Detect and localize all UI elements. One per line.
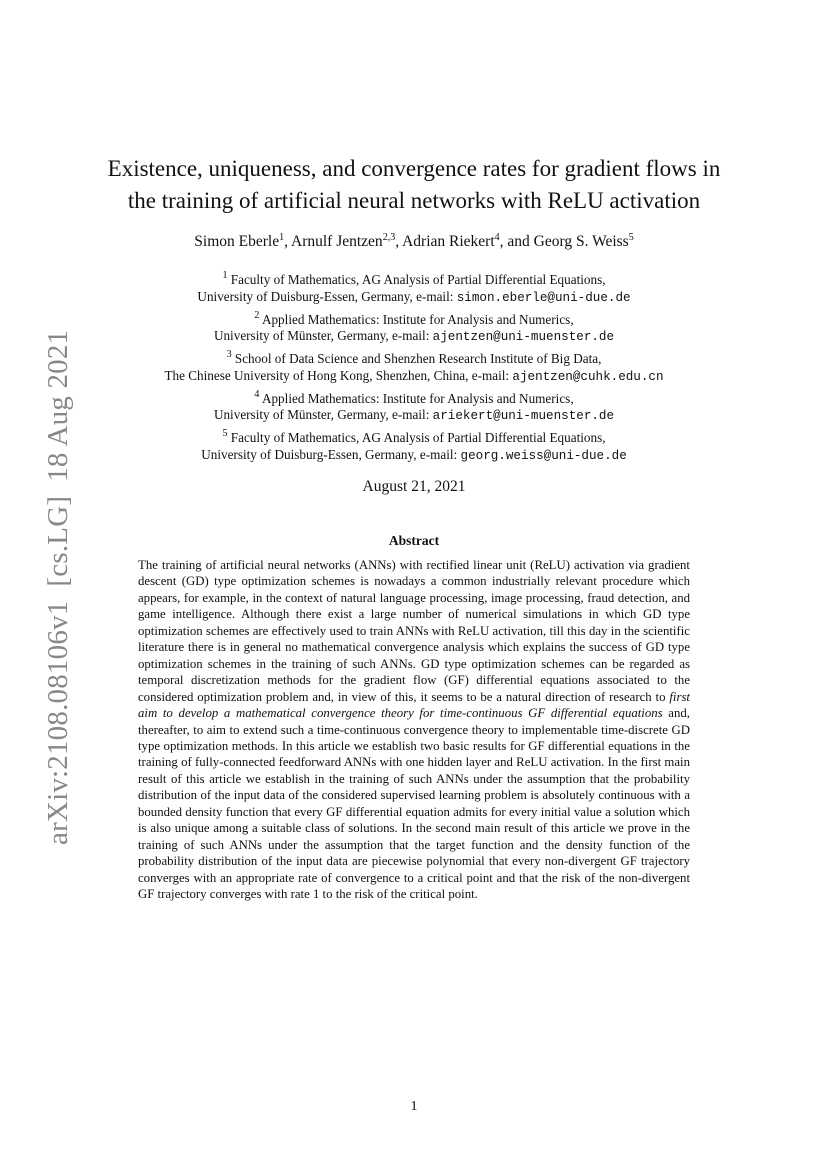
arxiv-date: 18 Aug 2021 xyxy=(42,329,74,482)
title-line-1: Existence, uniqueness, and convergence rates for gradient flows in xyxy=(107,156,721,181)
abstract-body: The training of artificial neural networks (ANNs) with rectified linear unit (ReLU) activation via gradient descent (GD) type optimization schemes is nowadays a common industrially relevant procedure which appears, for example, in the context of natural language processing, image processing, fraud detection, and game intelligence. Although there exist a large number of numerical simulations in which GD type optimization schemes are effectively used to train ANNs with ReLU activation, till this day in the scientific literature there is in general no mathematical convergence analysis which explains the success of GD type optimization schemes in the training of such ANNs. GD type optimization schemes can be regarded as temporal discretization methods for the gradient flow (GF) differential equations associated to the considered optimization problem and, in view of this, it seems to be a natural direction of research to first aim to develop a mathematical convergence theory for time-continuous GF differential equations and, thereafter, to aim to extend such a time-continuous convergence theory to implementable time-discrete GD type optimization methods. In this article we establish two basic results for GF differential equations in the training of fully-connected feedforward ANNs with one hidden layer and ReLU activation. In the first main result of this article we establish in the training of such ANNs under the assumption that the probability distribution of the input data of the considered supervised learning problem is absolutely continuous with a bounded density function that every GF differential equation admits for every initial value a solution which is also unique among a suitable class of solutions. In the second main result of this article we prove in the training of such ANNs under the assumption that the target function and the density function of the probability distribution of the input data are piecewise polynomial that every non-divergent GF trajectory converges with an appropriate rate of convergence to a critical point and that the risk of the non-divergent GF trajectory converges with rate 1 to the risk of the critical point. xyxy=(138,558,690,902)
email-link[interactable]: ajentzen@uni-muenster.de xyxy=(432,330,615,344)
author-list xyxy=(80,233,748,251)
email-link[interactable]: simon.eberle@uni-due.de xyxy=(456,290,631,305)
email-link[interactable]: georg.weiss@uni-due.de xyxy=(460,448,627,463)
arxiv-id: arXiv:2108.08106v1 xyxy=(42,600,74,845)
author: Arnulf Jentzen$^{2,3}$, xyxy=(291,232,403,250)
email-link[interactable]: ajentzen@cuhk.edu.cn xyxy=(512,369,664,384)
arxiv-stamp xyxy=(42,329,75,845)
author: Adrian Riekert$^4$, and xyxy=(402,232,534,250)
page-number: 1 xyxy=(410,1099,418,1114)
affiliation-list xyxy=(90,272,738,470)
paper-date: August 21, 2021 xyxy=(362,478,466,495)
affiliation: $^2$ Applied Mathematics: Institute for Analysis and Numerics, University of Münster, Germany, e-mail: ajentzen@uni-muenster.de xyxy=(213,309,615,344)
affiliation: $^3$ School of Data Science and Shenzhen Research Institute of Big Data, The Chinese University of Hong Kong, Shenzhen, China, e-mail: ajentzen@cuhk.edu.cn xyxy=(164,349,664,384)
abstract-emphasis: first aim to develop a mathematical convergence theory for time-continuous GF differential equations xyxy=(138,689,690,721)
title-line-2: the training of artificial neural networks with ReLU activation xyxy=(127,188,701,213)
affiliation: $^4$ Applied Mathematics: Institute for Analysis and Numerics, University of Münster, Germany, e-mail: ariekert@uni-muenster.de xyxy=(213,388,615,423)
affiliation: $^1$ Faculty of Mathematics, AG Analysis of Partial Differential Equations, University of Duisburg-Essen, Germany, e-mail: simon.eberle@uni-due.de xyxy=(197,270,631,305)
author: Simon Eberle$^1$, xyxy=(194,232,291,250)
paper-title xyxy=(80,153,748,217)
author: Georg S. Weiss$^5$ xyxy=(533,232,634,250)
affiliation: $^5$ Faculty of Mathematics, AG Analysis of Partial Differential Equations, University of Duisburg-Essen, Germany, e-mail: georg.weiss@uni-due.de xyxy=(201,428,627,463)
abstract-heading: Abstract xyxy=(388,533,440,548)
arxiv-category: [cs.LG] xyxy=(42,495,74,587)
email-link[interactable]: ariekert@uni-muenster.de xyxy=(432,409,615,423)
